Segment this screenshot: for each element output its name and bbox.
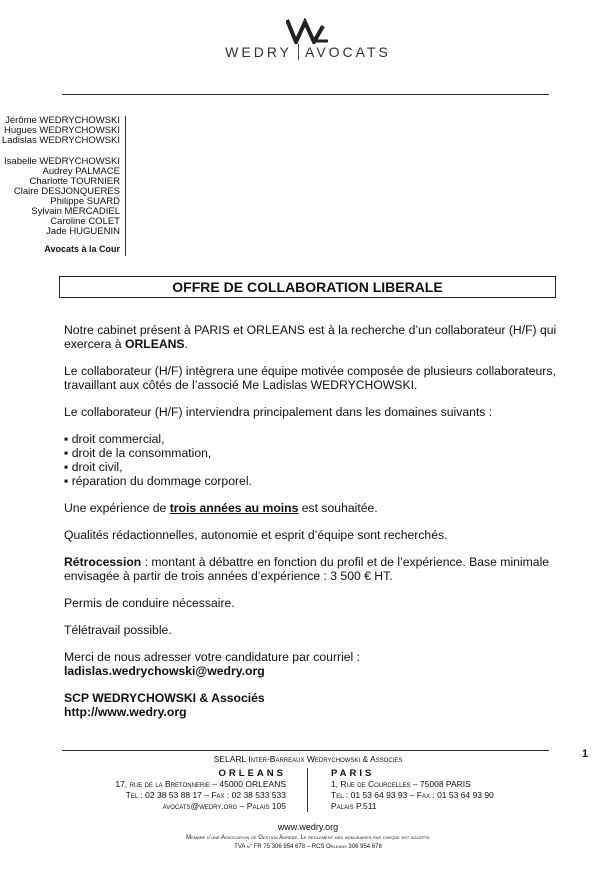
- footer-legal-tva: TVA n° FR 75 306 954 678 – RCS Orleans 306 954 678: [234, 844, 382, 850]
- footer-legal: [0, 834, 616, 852]
- lawyer-name: Sylvain MERCADIEL: [31, 206, 120, 217]
- list-item: ▪ réparation du dommage corporel.: [64, 474, 252, 488]
- footer-phone: Tel : 01 53 64 93 93 – Fax : 01 53 64 93 90: [331, 790, 494, 800]
- wedry-logo: [0, 18, 616, 44]
- wedry-logo-mark: [286, 18, 330, 44]
- header-rule: [62, 94, 549, 95]
- footer-column-divider: [307, 768, 308, 812]
- lawyer-list: [0, 116, 120, 254]
- footer-legal-membership: Membre d’une Association de Gestion Agreee. Le reglement des honoraires par cheque est accepte: [186, 835, 430, 841]
- signature-url-link[interactable]: http://www.wedry.org: [64, 705, 187, 719]
- paragraph-team: Le collaborateur (H/F) intègrera une équipe motivée composée de plusieurs collaborateurs, travaillant aux côtés de l’associé Me Ladislas WEDRYCHOWSKI.: [64, 364, 556, 392]
- lawyer-name: Hugues WEDRYCHOWSKI: [4, 125, 120, 136]
- footer-address: 17, rue de la Bretonnerie – 45000 ORLEANS: [115, 779, 286, 789]
- lawyer-name: Caroline COLET: [50, 216, 120, 227]
- footer-phone: Tel : 02 38 53 88 17 – Fax : 02 38 533 533: [125, 790, 286, 800]
- page-number: 1: [582, 748, 589, 760]
- lawyer-name: Ladislas WEDRYCHOWSKI: [1, 135, 120, 146]
- list-item: ▪ droit commercial,: [64, 432, 165, 446]
- lawyer-name: Jade HUGUENIN: [46, 226, 120, 237]
- signature-name: SCP WEDRYCHOWSKI & Associés: [64, 691, 265, 705]
- offer-title: OFFRE DE COLLABORATION LIBERALE: [59, 276, 556, 298]
- lawyer-name: Claire DESJONQUERES: [13, 186, 120, 197]
- list-item: ▪ droit de la consommation,: [64, 446, 212, 460]
- court-label: Avocats à la Cour: [44, 244, 120, 254]
- list-item: ▪ droit civil,: [64, 460, 123, 474]
- footer-address: 1, Rue de Courcelles – 75008 PARIS: [331, 779, 471, 789]
- paragraph-license: Permis de conduire nécessaire.: [64, 596, 235, 610]
- footer-city-paris: PARIS: [331, 768, 375, 779]
- lawyer-name: Philippe SUARD: [50, 196, 120, 207]
- logo-wordmark: [0, 44, 616, 60]
- domain-list: [64, 432, 564, 488]
- offer-body: [64, 323, 564, 719]
- lawyer-name: Jérôme WEDRYCHOWSKI: [5, 115, 120, 126]
- lawyer-list-divider: [125, 116, 126, 256]
- footer-city-orleans: ORLEANS: [218, 768, 286, 779]
- logo-separator: [298, 44, 299, 60]
- paragraph-intro: Notre cabinet présent à PARIS et ORLEANS est à la recherche d’un collaborateur (H/F) qui exercera à ORLEANS.: [64, 323, 557, 351]
- logo-brand: WEDRY: [225, 44, 293, 60]
- signature: [64, 691, 564, 719]
- paragraph-qualities: Qualités rédactionnelles, autonomie et esprit d’équipe sont recherchés.: [64, 528, 448, 542]
- lawyer-name: Isabelle WEDRYCHOWSKI: [4, 156, 120, 167]
- paragraph-experience: Une expérience de trois années au moins est souhaitée.: [64, 501, 378, 515]
- footer-paris: [331, 768, 551, 812]
- paragraph-remote: Télétravail possible.: [64, 623, 172, 637]
- contact-email-link[interactable]: ladislas.wedrychowski@wedry.org: [64, 664, 265, 678]
- footer-palais: Palais P.511: [331, 801, 377, 811]
- lawyer-name: Audrey PALMACE: [42, 166, 120, 177]
- logo-suffix: AVOCATS: [305, 44, 391, 60]
- paragraph-contact: Merci de nous adresser votre candidature par courriel : ladislas.wedrychowski@wedry.org: [64, 650, 361, 678]
- lawyer-name: Charlotte TOURNIER: [29, 176, 120, 187]
- footer-email: avocats@wedry.org – Palais 105: [162, 801, 286, 811]
- footer-orleans: [60, 768, 286, 812]
- footer-rule: [62, 750, 549, 751]
- footer-firm: SELARL Inter-Barreaux Wedrychowski & Associes: [213, 754, 403, 764]
- paragraph-domains-intro: Le collaborateur (H/F) interviendra principalement dans les domaines suivants :: [64, 405, 493, 419]
- footer-website-link[interactable]: www.wedry.org: [277, 822, 339, 832]
- paragraph-retrocession: Rétrocession : montant à débattre en fonction du profil et de l’expérience. Base minimale envisagée à partir de trois années d’expérience : 3 500 € HT.: [64, 555, 550, 583]
